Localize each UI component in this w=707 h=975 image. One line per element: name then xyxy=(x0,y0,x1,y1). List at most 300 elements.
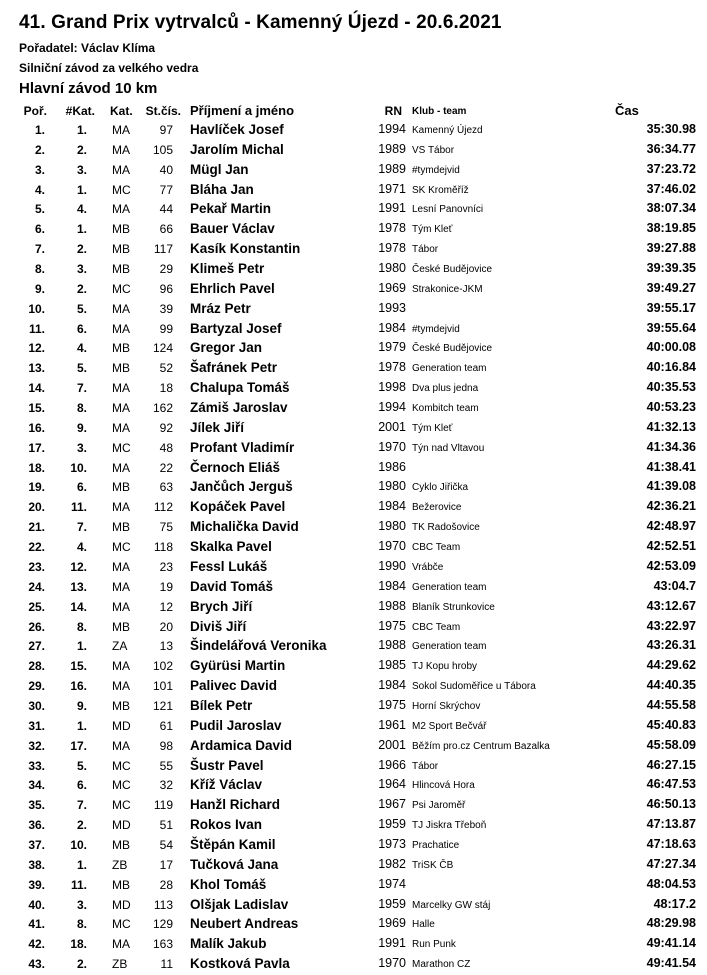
name-cell: Kasík Konstantin xyxy=(190,241,301,257)
bib-cell: 18 xyxy=(159,381,173,396)
club-cell: TJ Jiskra Třeboň xyxy=(412,820,487,832)
place-cell: 41. xyxy=(28,917,45,932)
cat-place-cell: 8. xyxy=(76,917,87,932)
place-cell: 19. xyxy=(28,480,45,495)
born-cell: 1985 xyxy=(378,658,406,673)
name-cell: Profant Vladimír xyxy=(190,439,295,455)
club-cell: VS Tábor xyxy=(412,144,455,156)
time-cell: 37:46.02 xyxy=(646,181,696,196)
name-cell: Fessl Lukáš xyxy=(190,558,268,574)
table-row xyxy=(0,161,707,181)
time-cell: 42:48.97 xyxy=(646,519,696,534)
born-cell: 1988 xyxy=(378,638,406,653)
time-cell: 44:29.62 xyxy=(646,658,696,673)
category-cell: MC xyxy=(112,182,131,197)
born-cell: 1988 xyxy=(378,598,406,613)
cat-place-cell: 5. xyxy=(76,758,87,773)
time-cell: 46:50.13 xyxy=(646,797,696,812)
bib-cell: 105 xyxy=(152,142,173,157)
table-row xyxy=(0,796,707,816)
category-cell: MA xyxy=(112,659,130,674)
club-cell: Generation team xyxy=(412,641,487,653)
place-cell: 28. xyxy=(28,659,45,674)
time-cell: 38:07.34 xyxy=(646,201,696,216)
cat-place-cell: 7. xyxy=(76,520,87,535)
place-cell: 3. xyxy=(34,162,45,177)
time-cell: 43:12.67 xyxy=(646,598,696,613)
category-cell: MA xyxy=(112,202,130,217)
name-cell: Mráz Petr xyxy=(190,300,251,316)
name-cell: Tučková Jana xyxy=(190,856,279,872)
bib-cell: 98 xyxy=(159,738,173,753)
bib-cell: 129 xyxy=(152,917,173,932)
table-row xyxy=(0,558,707,578)
club-cell: Prachatice xyxy=(412,839,460,851)
born-cell: 1980 xyxy=(378,261,406,276)
time-cell: 46:47.53 xyxy=(646,777,696,792)
cat-place-cell: 4. xyxy=(76,540,87,555)
club-cell: Sokol Sudoměřice u Tábora xyxy=(412,681,536,693)
time-cell: 43:26.31 xyxy=(646,638,696,653)
name-cell: Michalička David xyxy=(190,519,299,535)
cat-place-cell: 4. xyxy=(76,202,87,217)
category-cell: MB xyxy=(112,222,130,237)
name-cell: Pekař Martin xyxy=(190,201,272,217)
place-cell: 10. xyxy=(28,301,45,316)
place-cell: 17. xyxy=(28,440,45,455)
table-row xyxy=(0,478,707,498)
born-cell: 1961 xyxy=(378,717,406,732)
place-cell: 29. xyxy=(28,679,45,694)
name-cell: Brych Jiří xyxy=(190,598,253,614)
born-cell: 1973 xyxy=(378,836,406,851)
category-cell: MB xyxy=(112,480,130,495)
bib-cell: 55 xyxy=(159,758,173,773)
bib-cell: 39 xyxy=(159,301,173,316)
category-cell: MA xyxy=(112,738,130,753)
header-category: Kat. xyxy=(110,104,133,118)
name-cell: Bartyzal Josef xyxy=(190,320,282,336)
place-cell: 15. xyxy=(28,401,45,416)
cat-place-cell: 7. xyxy=(76,381,87,396)
time-cell: 49:41.54 xyxy=(646,956,696,971)
name-cell: Malík Jakub xyxy=(190,936,267,952)
born-cell: 1964 xyxy=(378,777,406,792)
bib-cell: 121 xyxy=(152,698,173,713)
cat-place-cell: 17. xyxy=(70,738,87,753)
bib-cell: 12 xyxy=(159,599,173,614)
category-cell: MA xyxy=(112,123,130,137)
born-cell: 1971 xyxy=(378,181,406,196)
club-cell: TJ Kopu hroby xyxy=(412,661,478,673)
table-row xyxy=(0,578,707,598)
born-cell: 1990 xyxy=(378,558,406,573)
bib-cell: 54 xyxy=(159,837,173,852)
time-cell: 41:32.13 xyxy=(646,419,696,434)
name-cell: Havlíček Josef xyxy=(190,122,284,137)
born-cell: 1994 xyxy=(378,122,406,136)
club-cell: České Budějovice xyxy=(412,343,493,355)
category-cell: MA xyxy=(112,321,130,336)
place-cell: 1. xyxy=(34,123,45,137)
name-cell: Šafránek Petr xyxy=(190,360,278,376)
category-cell: MC xyxy=(112,758,131,773)
born-cell: 1975 xyxy=(378,618,406,633)
header-club: Klub - team xyxy=(412,106,467,117)
table-row xyxy=(0,618,707,638)
time-cell: 39:27.88 xyxy=(646,241,696,256)
place-cell: 30. xyxy=(28,698,45,713)
place-cell: 24. xyxy=(28,579,45,594)
place-cell: 12. xyxy=(28,341,45,356)
born-cell: 1966 xyxy=(378,757,406,772)
cat-place-cell: 3. xyxy=(76,897,87,912)
time-cell: 43:04.7 xyxy=(653,578,696,593)
cat-place-cell: 6. xyxy=(76,778,87,793)
category-cell: MC xyxy=(112,281,131,296)
club-cell: Blaník Strunkovice xyxy=(412,601,495,613)
header-cat-place: #Kat. xyxy=(65,104,95,118)
born-cell: 1980 xyxy=(378,479,406,494)
table-row xyxy=(0,915,707,935)
club-cell: Halle xyxy=(412,919,435,931)
born-cell: 1984 xyxy=(378,320,406,335)
table-row xyxy=(0,697,707,717)
category-cell: MC xyxy=(112,540,131,555)
place-cell: 21. xyxy=(28,520,45,535)
time-cell: 40:53.23 xyxy=(646,400,696,415)
category-cell: MC xyxy=(112,440,131,455)
name-cell: Gyürüsi Martin xyxy=(190,658,286,674)
name-cell: Palivec David xyxy=(190,678,278,694)
bib-cell: 48 xyxy=(159,440,173,455)
place-cell: 42. xyxy=(28,937,45,952)
place-cell: 32. xyxy=(28,738,45,753)
cat-place-cell: 3. xyxy=(76,440,87,455)
bib-cell: 19 xyxy=(159,579,173,594)
name-cell: Bílek Petr xyxy=(190,697,253,713)
table-row xyxy=(0,737,707,757)
name-cell: Ardamica David xyxy=(190,737,293,753)
time-cell: 36:34.77 xyxy=(646,141,696,156)
time-cell: 46:27.15 xyxy=(646,757,696,772)
bib-cell: 61 xyxy=(159,718,173,733)
bib-cell: 75 xyxy=(159,520,173,535)
club-cell: Psi Jaroměř xyxy=(412,800,466,812)
table-row xyxy=(0,459,707,479)
place-cell: 7. xyxy=(34,242,45,257)
place-cell: 39. xyxy=(28,877,45,892)
cat-place-cell: 2. xyxy=(76,281,87,296)
place-cell: 18. xyxy=(28,460,45,475)
place-cell: 13. xyxy=(28,361,45,376)
club-cell: Běžím pro.cz Centrum Bazalka xyxy=(412,740,550,752)
name-cell: Šustr Pavel xyxy=(190,757,264,773)
cat-place-cell: 8. xyxy=(76,401,87,416)
time-cell: 48:17.2 xyxy=(653,896,696,911)
category-cell: MA xyxy=(112,420,130,435)
born-cell: 1989 xyxy=(378,141,406,156)
bib-cell: 11 xyxy=(160,957,173,972)
table-row xyxy=(0,856,707,876)
cat-place-cell: 16. xyxy=(70,679,87,694)
cat-place-cell: 1. xyxy=(76,639,87,654)
club-cell: Horní Skrýchov xyxy=(412,700,481,712)
header-bib: St.čís. xyxy=(145,104,181,118)
cat-place-cell: 12. xyxy=(70,559,87,574)
time-cell: 40:35.53 xyxy=(646,380,696,395)
place-cell: 43. xyxy=(28,957,45,972)
table-row xyxy=(0,320,707,340)
born-cell: 1978 xyxy=(378,360,406,375)
born-cell: 1969 xyxy=(378,916,406,931)
born-cell: 1959 xyxy=(378,817,406,832)
bib-cell: 17 xyxy=(159,857,173,872)
cat-place-cell: 11. xyxy=(70,877,87,892)
club-cell: Strakonice-JKM xyxy=(412,283,483,295)
category-cell: MB xyxy=(112,837,130,852)
category-cell: MA xyxy=(112,579,130,594)
category-cell: MA xyxy=(112,559,130,574)
born-cell: 2001 xyxy=(378,737,406,752)
page-title: 41. Grand Prix vytrvalců - Kamenný Újezd - 20.6.2021 xyxy=(19,12,502,33)
born-cell: 1979 xyxy=(378,340,406,355)
place-cell: 23. xyxy=(28,559,45,574)
name-cell: Rokos Ivan xyxy=(190,817,263,833)
name-cell: Diviš Jiří xyxy=(190,618,247,634)
born-cell: 1984 xyxy=(378,499,406,514)
time-cell: 45:58.09 xyxy=(646,737,696,752)
club-cell: SK Kroměříž xyxy=(412,184,469,196)
category-cell: MB xyxy=(112,619,130,634)
time-cell: 47:27.34 xyxy=(646,856,696,871)
club-cell: Generation team xyxy=(412,581,487,593)
born-cell: 1967 xyxy=(378,797,406,812)
born-cell: 1978 xyxy=(378,221,406,236)
place-cell: 25. xyxy=(28,599,45,614)
cat-place-cell: 1. xyxy=(76,718,87,733)
table-row xyxy=(0,379,707,399)
club-cell: TK Radošovice xyxy=(412,522,480,534)
place-cell: 31. xyxy=(28,718,45,733)
category-cell: MB xyxy=(112,262,130,277)
name-cell: Kříž Václav xyxy=(190,777,263,793)
place-cell: 11. xyxy=(28,321,45,336)
name-cell: Zámiš Jaroslav xyxy=(190,400,288,416)
club-cell: Generation team xyxy=(412,363,487,375)
club-cell: Lesní Panovníci xyxy=(412,204,484,216)
bib-cell: 163 xyxy=(152,937,173,952)
bib-cell: 118 xyxy=(153,540,173,555)
name-cell: Mügl Jan xyxy=(190,161,249,177)
table-row xyxy=(0,836,707,856)
name-cell: Klimeš Petr xyxy=(190,261,265,277)
born-cell: 1970 xyxy=(378,956,406,971)
organizer-line: Pořadatel: Václav Klíma xyxy=(19,41,156,55)
time-cell: 39:49.27 xyxy=(646,280,696,295)
bib-cell: 28 xyxy=(159,877,173,892)
table-row xyxy=(0,757,707,777)
place-cell: 33. xyxy=(28,758,45,773)
table-row xyxy=(0,598,707,618)
category-cell: ZB xyxy=(112,857,128,872)
table-row xyxy=(0,935,707,955)
time-cell: 47:13.87 xyxy=(646,817,696,832)
cat-place-cell: 10. xyxy=(70,460,87,475)
place-cell: 20. xyxy=(28,500,45,515)
place-cell: 40. xyxy=(28,897,45,912)
born-cell: 1991 xyxy=(378,201,406,216)
name-cell: Olšjak Ladislav xyxy=(190,896,289,912)
table-row xyxy=(0,141,707,161)
category-cell: MB xyxy=(112,698,130,713)
club-cell: Tým Kleť xyxy=(412,224,453,236)
name-cell: Jarolím Michal xyxy=(190,141,284,157)
category-cell: MB xyxy=(112,520,130,535)
table-row xyxy=(0,498,707,518)
club-cell: České Budějovice xyxy=(412,264,493,276)
place-cell: 16. xyxy=(28,420,45,435)
born-cell: 1991 xyxy=(378,936,406,951)
place-cell: 14. xyxy=(28,381,45,396)
time-cell: 49:41.14 xyxy=(646,936,696,951)
place-cell: 35. xyxy=(28,798,45,813)
place-cell: 27. xyxy=(28,639,45,654)
race-subtitle: Silniční závod za velkého vedra xyxy=(19,61,199,75)
table-row xyxy=(0,677,707,697)
cat-place-cell: 1. xyxy=(76,182,87,197)
bib-cell: 124 xyxy=(152,341,173,356)
club-cell: Marathon CZ xyxy=(412,959,471,971)
bib-cell: 97 xyxy=(159,123,173,137)
club-cell: #tymdejvid xyxy=(412,164,460,176)
time-cell: 45:40.83 xyxy=(646,717,696,732)
category-cell: MD xyxy=(112,718,131,733)
bib-cell: 20 xyxy=(159,619,173,634)
place-cell: 34. xyxy=(28,778,45,793)
bib-cell: 32 xyxy=(159,778,173,793)
cat-place-cell: 1. xyxy=(76,857,87,872)
name-cell: Štěpán Kamil xyxy=(190,836,276,852)
category-cell: MB xyxy=(112,877,130,892)
cat-place-cell: 10. xyxy=(70,837,87,852)
club-cell: Vrábče xyxy=(412,561,444,573)
bib-cell: 162 xyxy=(152,401,173,416)
table-row xyxy=(0,876,707,896)
born-cell: 1978 xyxy=(378,241,406,256)
category-cell: MA xyxy=(112,381,130,396)
header-name: Příjmení a jméno xyxy=(190,103,295,118)
time-cell: 43:22.97 xyxy=(646,618,696,633)
cat-place-cell: 2. xyxy=(76,818,87,833)
club-cell: Bežerovice xyxy=(412,502,462,514)
category-cell: MA xyxy=(112,301,130,316)
bib-cell: 23 xyxy=(159,559,173,574)
cat-place-cell: 3. xyxy=(76,262,87,277)
table-row xyxy=(0,399,707,419)
cat-place-cell: 5. xyxy=(76,301,87,316)
bib-cell: 117 xyxy=(153,242,173,257)
name-cell: Neubert Andreas xyxy=(190,916,299,932)
name-cell: Kostková Pavla xyxy=(190,956,290,972)
cat-place-cell: 2. xyxy=(76,957,87,972)
bib-cell: 101 xyxy=(152,679,173,694)
bib-cell: 40 xyxy=(159,162,173,177)
name-cell: Khol Tomáš xyxy=(190,876,267,892)
name-cell: Bauer Václav xyxy=(190,221,275,237)
born-cell: 1993 xyxy=(378,300,406,315)
place-cell: 5. xyxy=(34,202,45,217)
cat-place-cell: 1. xyxy=(76,222,87,237)
header-born: RN xyxy=(384,104,402,118)
category-cell: MA xyxy=(112,401,130,416)
place-cell: 6. xyxy=(34,222,45,237)
time-cell: 39:39.35 xyxy=(646,261,696,276)
born-cell: 1994 xyxy=(378,400,406,415)
club-cell: Týn nad Vltavou xyxy=(412,442,485,454)
table-row xyxy=(0,657,707,677)
cat-place-cell: 13. xyxy=(70,579,87,594)
name-cell: Chalupa Tomáš xyxy=(190,380,290,396)
table-row xyxy=(0,300,707,320)
place-cell: 38. xyxy=(28,857,45,872)
club-cell: Kamenný Újezd xyxy=(412,125,483,136)
born-cell: 1998 xyxy=(378,380,406,395)
cat-place-cell: 5. xyxy=(76,361,87,376)
name-cell: Ehrlich Pavel xyxy=(190,280,275,296)
cat-place-cell: 3. xyxy=(76,162,87,177)
time-cell: 44:55.58 xyxy=(646,697,696,712)
table-row xyxy=(0,776,707,796)
born-cell: 1984 xyxy=(378,578,406,593)
time-cell: 48:04.53 xyxy=(646,876,696,891)
cat-place-cell: 2. xyxy=(76,242,87,257)
time-cell: 42:36.21 xyxy=(646,499,696,514)
time-cell: 41:39.08 xyxy=(646,479,696,494)
table-row xyxy=(0,280,707,300)
bib-cell: 77 xyxy=(159,182,173,197)
place-cell: 4. xyxy=(34,182,45,197)
time-cell: 39:55.17 xyxy=(646,300,696,315)
name-cell: Pudil Jaroslav xyxy=(190,717,282,733)
bib-cell: 44 xyxy=(159,202,173,217)
table-row xyxy=(0,181,707,201)
club-cell: #tymdejvid xyxy=(412,323,460,335)
born-cell: 1974 xyxy=(378,876,406,891)
time-cell: 47:18.63 xyxy=(646,836,696,851)
born-cell: 1970 xyxy=(378,439,406,454)
table-row xyxy=(0,419,707,439)
bib-cell: 119 xyxy=(153,798,173,813)
table-row xyxy=(0,896,707,916)
category-cell: MB xyxy=(112,361,130,376)
name-cell: Jančůch Jerguš xyxy=(190,479,293,495)
category-cell: MC xyxy=(112,798,131,813)
bib-cell: 63 xyxy=(159,480,173,495)
time-cell: 48:29.98 xyxy=(646,916,696,931)
born-cell: 1975 xyxy=(378,697,406,712)
club-cell: Hlincová Hora xyxy=(412,780,475,792)
born-cell: 1986 xyxy=(378,459,406,474)
category-cell: MB xyxy=(112,242,130,257)
category-cell: MA xyxy=(112,937,130,952)
category-cell: MA xyxy=(112,500,130,515)
time-cell: 38:19.85 xyxy=(646,221,696,236)
bib-cell: 29 xyxy=(159,262,173,277)
header-time: Čas xyxy=(615,103,639,118)
name-cell: Hanžl Richard xyxy=(190,797,281,813)
time-cell: 39:55.64 xyxy=(646,320,696,335)
